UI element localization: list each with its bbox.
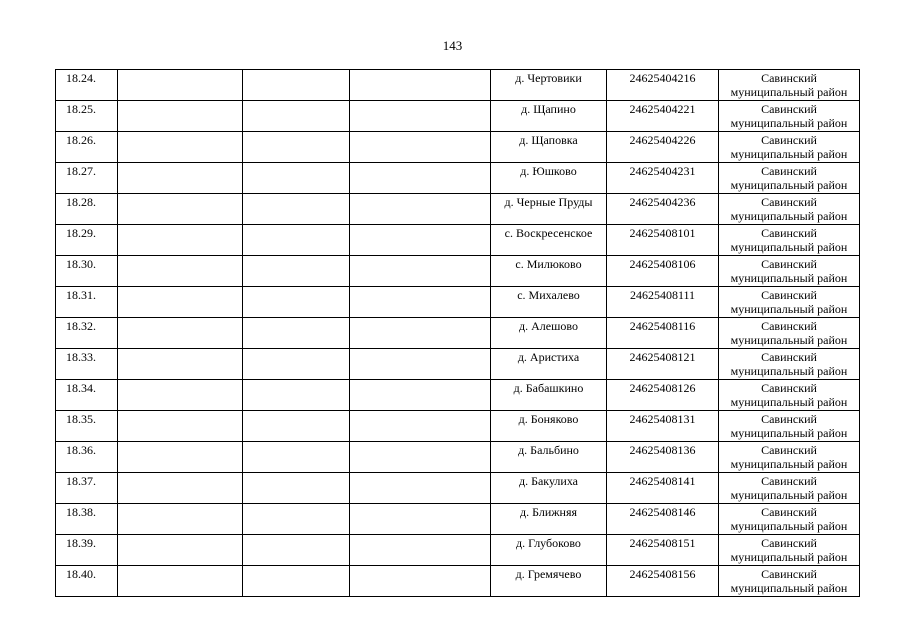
empty-cell xyxy=(350,194,491,225)
empty-cell xyxy=(118,225,243,256)
district-cell: Савинский муниципальный район xyxy=(719,504,860,535)
settlement-name-cell: д. Ближняя xyxy=(491,504,607,535)
table-row xyxy=(56,349,860,380)
empty-cell xyxy=(350,225,491,256)
oktmo-code-cell: 24625408151 xyxy=(607,535,719,566)
row-number-cell: 18.36. xyxy=(56,442,118,473)
empty-cell xyxy=(118,318,243,349)
empty-cell xyxy=(350,318,491,349)
row-number-cell: 18.29. xyxy=(56,225,118,256)
empty-cell xyxy=(118,504,243,535)
settlement-name-cell: с. Милюково xyxy=(491,256,607,287)
district-cell: Савинский муниципальный район xyxy=(719,566,860,597)
settlement-name-cell: д. Боняково xyxy=(491,411,607,442)
oktmo-code-cell: 24625404221 xyxy=(607,101,719,132)
empty-cell xyxy=(118,101,243,132)
table-row xyxy=(56,380,860,411)
table-row xyxy=(56,225,860,256)
empty-cell xyxy=(350,287,491,318)
table-row xyxy=(56,442,860,473)
empty-cell xyxy=(350,411,491,442)
empty-cell xyxy=(243,132,350,163)
oktmo-code-cell: 24625408136 xyxy=(607,442,719,473)
empty-cell xyxy=(118,349,243,380)
row-number-cell: 18.25. xyxy=(56,101,118,132)
oktmo-code-cell: 24625408146 xyxy=(607,504,719,535)
table-row xyxy=(56,473,860,504)
empty-cell xyxy=(118,535,243,566)
empty-cell xyxy=(243,566,350,597)
empty-cell xyxy=(118,163,243,194)
oktmo-code-cell: 24625408141 xyxy=(607,473,719,504)
empty-cell xyxy=(243,101,350,132)
empty-cell xyxy=(243,442,350,473)
settlement-registry-table xyxy=(55,69,860,597)
settlement-name-cell: д. Щапино xyxy=(491,101,607,132)
oktmo-code-cell: 24625408116 xyxy=(607,318,719,349)
empty-cell xyxy=(243,163,350,194)
empty-cell xyxy=(350,256,491,287)
empty-cell xyxy=(243,194,350,225)
table-row xyxy=(56,70,860,101)
empty-cell xyxy=(350,473,491,504)
empty-cell xyxy=(118,70,243,101)
oktmo-code-cell: 24625408101 xyxy=(607,225,719,256)
empty-cell xyxy=(243,535,350,566)
empty-cell xyxy=(243,473,350,504)
district-cell: Савинский муниципальный район xyxy=(719,256,860,287)
empty-cell xyxy=(350,535,491,566)
settlement-name-cell: д. Гремячево xyxy=(491,566,607,597)
settlement-name-cell: д. Бакулиха xyxy=(491,473,607,504)
settlement-name-cell: д. Черные Пруды xyxy=(491,194,607,225)
row-number-cell: 18.32. xyxy=(56,318,118,349)
empty-cell xyxy=(118,411,243,442)
empty-cell xyxy=(243,225,350,256)
table-row xyxy=(56,163,860,194)
oktmo-code-cell: 24625408131 xyxy=(607,411,719,442)
oktmo-code-cell: 24625408126 xyxy=(607,380,719,411)
registry-table-body xyxy=(56,70,860,597)
district-cell: Савинский муниципальный район xyxy=(719,380,860,411)
empty-cell xyxy=(350,70,491,101)
district-cell: Савинский муниципальный район xyxy=(719,194,860,225)
settlement-name-cell: д. Юшково xyxy=(491,163,607,194)
row-number-cell: 18.40. xyxy=(56,566,118,597)
oktmo-code-cell: 24625408121 xyxy=(607,349,719,380)
empty-cell xyxy=(350,504,491,535)
empty-cell xyxy=(350,132,491,163)
district-cell: Савинский муниципальный район xyxy=(719,411,860,442)
row-number-cell: 18.31. xyxy=(56,287,118,318)
oktmo-code-cell: 24625404216 xyxy=(607,70,719,101)
oktmo-code-cell: 24625408111 xyxy=(607,287,719,318)
settlement-name-cell: д. Аристиха xyxy=(491,349,607,380)
settlement-name-cell: с. Воскресенское xyxy=(491,225,607,256)
table-row xyxy=(56,287,860,318)
empty-cell xyxy=(118,194,243,225)
district-cell: Савинский муниципальный район xyxy=(719,442,860,473)
empty-cell xyxy=(243,411,350,442)
empty-cell xyxy=(350,163,491,194)
row-number-cell: 18.39. xyxy=(56,535,118,566)
oktmo-code-cell: 24625408156 xyxy=(607,566,719,597)
table-row xyxy=(56,411,860,442)
empty-cell xyxy=(243,504,350,535)
oktmo-code-cell: 24625404231 xyxy=(607,163,719,194)
row-number-cell: 18.28. xyxy=(56,194,118,225)
row-number-cell: 18.27. xyxy=(56,163,118,194)
district-cell: Савинский муниципальный район xyxy=(719,349,860,380)
district-cell: Савинский муниципальный район xyxy=(719,535,860,566)
table-row xyxy=(56,535,860,566)
row-number-cell: 18.30. xyxy=(56,256,118,287)
district-cell: Савинский муниципальный район xyxy=(719,70,860,101)
district-cell: Савинский муниципальный район xyxy=(719,473,860,504)
table-row xyxy=(56,504,860,535)
settlement-name-cell: д. Алешово xyxy=(491,318,607,349)
district-cell: Савинский муниципальный район xyxy=(719,318,860,349)
empty-cell xyxy=(350,101,491,132)
row-number-cell: 18.33. xyxy=(56,349,118,380)
settlement-name-cell: д. Щаповка xyxy=(491,132,607,163)
row-number-cell: 18.34. xyxy=(56,380,118,411)
settlement-name-cell: д. Глубоково xyxy=(491,535,607,566)
empty-cell xyxy=(118,442,243,473)
district-cell: Савинский муниципальный район xyxy=(719,101,860,132)
oktmo-code-cell: 24625404226 xyxy=(607,132,719,163)
empty-cell xyxy=(243,349,350,380)
oktmo-code-cell: 24625404236 xyxy=(607,194,719,225)
table-row xyxy=(56,132,860,163)
row-number-cell: 18.35. xyxy=(56,411,118,442)
empty-cell xyxy=(350,380,491,411)
empty-cell xyxy=(118,256,243,287)
table-row xyxy=(56,256,860,287)
empty-cell xyxy=(350,349,491,380)
row-number-cell: 18.37. xyxy=(56,473,118,504)
empty-cell xyxy=(118,132,243,163)
settlement-name-cell: д. Чертовики xyxy=(491,70,607,101)
table-row xyxy=(56,194,860,225)
row-number-cell: 18.26. xyxy=(56,132,118,163)
row-number-cell: 18.24. xyxy=(56,70,118,101)
empty-cell xyxy=(243,380,350,411)
page-number: 143 xyxy=(442,38,463,53)
empty-cell xyxy=(118,287,243,318)
empty-cell xyxy=(243,287,350,318)
table-row xyxy=(56,566,860,597)
oktmo-code-cell: 24625408106 xyxy=(607,256,719,287)
empty-cell xyxy=(118,380,243,411)
empty-cell xyxy=(118,566,243,597)
settlement-name-cell: с. Михалево xyxy=(491,287,607,318)
table-row xyxy=(56,318,860,349)
empty-cell xyxy=(350,442,491,473)
settlement-name-cell: д. Бабашкино xyxy=(491,380,607,411)
empty-cell xyxy=(350,566,491,597)
empty-cell xyxy=(243,70,350,101)
empty-cell xyxy=(243,318,350,349)
row-number-cell: 18.38. xyxy=(56,504,118,535)
settlement-name-cell: д. Бальбино xyxy=(491,442,607,473)
district-cell: Савинский муниципальный район xyxy=(719,225,860,256)
empty-cell xyxy=(243,256,350,287)
district-cell: Савинский муниципальный район xyxy=(719,163,860,194)
empty-cell xyxy=(118,473,243,504)
district-cell: Савинский муниципальный район xyxy=(719,132,860,163)
table-row xyxy=(56,101,860,132)
district-cell: Савинский муниципальный район xyxy=(719,287,860,318)
